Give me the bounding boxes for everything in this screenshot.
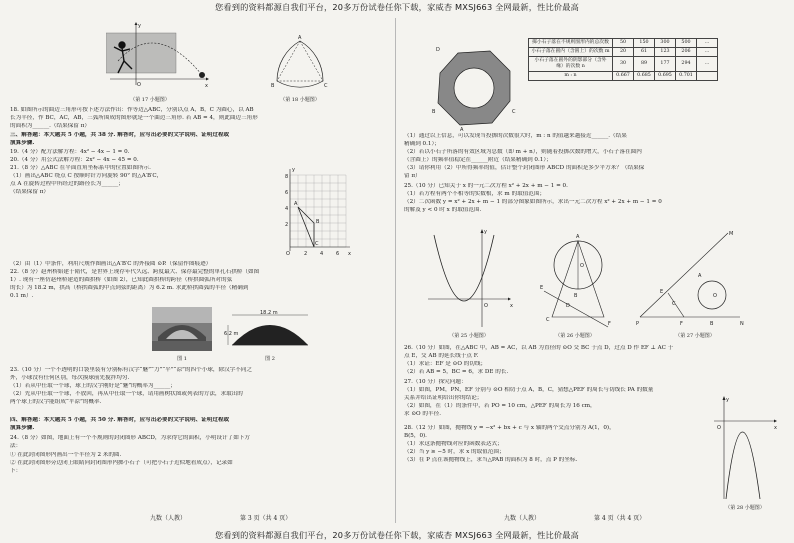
text-line: （1）求这条抛物线对应的函数表达式； — [404, 441, 503, 447]
text-line: 26.（10 分）如图，在△ABC 中，AB = AC，以 AB 为直径的 ⊙O 交 BC 于点 D，过点 D 作 EF ⊥ AC 于 — [404, 345, 674, 351]
fig27-label-c: C — [672, 301, 676, 307]
footer-page: 第 3 页（共 4 页） — [240, 515, 292, 522]
figure-24 — [430, 43, 518, 131]
svg-text:O: O — [286, 251, 290, 257]
text-line: （3）在 P 点在该抛物线上，求当△PAB 的面积为 8 时，点 P 的坐标. — [404, 457, 578, 463]
text-line: ① 在此封闭图形内画出一个半径为 2 米的圆. — [10, 452, 122, 458]
text-line: （1）若从中任取一个球，球上的汉字刚好是“魅”的概率为______； — [10, 383, 176, 389]
text-line: （2）若以小石子所落的有效区域为总数（即 m + n），则随着投掷次数的增大，小石子落在圆内 — [404, 149, 642, 155]
text-line: （2）二次函数 y = x² + 2x + m − 1 的部分图象如图所示，求出一元二次方程 x² + 2x + m − 1 = 0 — [404, 199, 662, 205]
throw-results-table — [528, 38, 718, 81]
text-line: （1）如图，PM，PN，EF 分别与 ⊙O 相切于点 A，B，C，猜想△PEF 的周长与切线长 PA 的数量 — [404, 387, 654, 393]
banner-top: 您看到的资料都源自我们平台，20多万份试卷任你下载，家威杏 MXSJ663 全网最新，性比价最高 — [214, 2, 580, 12]
svg-text:y: y — [138, 23, 141, 29]
text-line: 长为半径，作 BC，AC，AB，三弧所围成的图形就是一个曲边三角形. 若 AB = 4，则此曲边三角形 — [10, 115, 258, 121]
figure-25 — [424, 227, 514, 331]
table-row — [529, 57, 718, 72]
svg-text:2: 2 — [304, 251, 308, 257]
figure-22-photo — [152, 307, 212, 351]
table-cell: 123 — [655, 48, 676, 57]
banner-bottom: 您看到的资料都源自我们平台，20多万份试卷任你下载，家威杏 MXSJ663 全网最新，性比价最高 — [214, 530, 580, 540]
text-line: （3）请你利用（2）中所得频率的值，估计整个封闭图形 ABCD 的面积是多少平方米？（结果保 — [404, 165, 645, 171]
figure-27-caption: （第 27 小题图） — [675, 333, 715, 339]
text-line: （1）求证：EF 是 ⊙O 的切线； — [404, 361, 487, 367]
section-heading: 四、解答题：本大题共 5 小题，共 50 分. 解答时，应写出必要的文字说明、证明过程或 — [10, 417, 230, 423]
svg-text:y: y — [292, 167, 295, 173]
table-cell: 0.695 — [655, 72, 676, 81]
text-line: 18. 如图所示的曲边三角形可按下述方法作出：作等边△ABC，分别以点 A，B，C 为圆心，以 AB — [10, 107, 254, 113]
figure-18-caption: （第 18 小题图） — [280, 97, 320, 103]
text-line: 20.（4 分）用公式法解方程：2x² − 4x − 45 = 0. — [10, 157, 139, 163]
text-line: （结果保留 π） — [10, 189, 50, 195]
svg-text:6: 6 — [336, 251, 340, 257]
text-line: ② 在此封闭图形旁边闭上眼睛向封闭图形内掷小石子（可把小石子近似地看成点），记录如 — [10, 460, 233, 466]
table-cell: 294 — [676, 57, 697, 72]
table-cell: 0.667 — [613, 72, 634, 81]
fig26-label-b: B — [574, 293, 578, 299]
fig26-label-e: E — [540, 285, 544, 291]
svg-text:4: 4 — [285, 206, 289, 212]
text-line: 24.（8 分）如图，地面上有一个不规则的封闭图形 ABCD，为求得它的面积，小明设计了如下方 — [10, 435, 250, 441]
fig26-label-o: O — [580, 263, 584, 269]
text-line: （1）通过以上信息，可以发现当投掷的次数很大时，m : n 的值越来越接近______.（结果 — [404, 133, 627, 139]
fig18-label-c: C — [324, 83, 328, 89]
text-line: （2）如图，在（1）的条件中，若 PO = 10 cm，△PEF 的周长为 16 cm， — [404, 403, 596, 409]
svg-text:2: 2 — [285, 222, 289, 228]
fig27-label-f: F — [680, 321, 683, 327]
fig22-height-label: 6.2 m — [224, 331, 239, 337]
svg-text:x: x — [348, 251, 351, 257]
table-cell: 206 — [676, 48, 697, 57]
text-line: 22.（8 分）赵州桥始建于隋代，是世界上现存年代久远、跨度最大、保存最完整的单孔石拱桥（如图 — [10, 269, 260, 275]
table-cell: 150 — [634, 39, 655, 48]
svg-text:x: x — [774, 425, 777, 431]
fig18-label-a: A — [298, 35, 302, 41]
table-row — [529, 39, 718, 48]
table-cell: 61 — [634, 48, 655, 57]
text-line: 精确到 0.1）； — [404, 141, 440, 147]
svg-text:6: 6 — [285, 190, 289, 196]
table-row-header: 小石子落在圆内（含圆上）的次数 m — [529, 48, 613, 57]
fig21-label-a: A — [294, 201, 298, 207]
svg-text:O: O — [717, 425, 721, 431]
fig22-span-label: 18.2 m — [260, 310, 278, 316]
text-line: 的面积为______.（结果保留 π） — [10, 123, 90, 129]
figure-28 — [712, 395, 778, 503]
text-line: 的长）为 18.2 m，拱高（桥拱圆弧的中点到弦的距离）为 6.2 m. 求此桥拱圆弧的半径（精确到 — [10, 285, 249, 291]
table-row — [529, 72, 718, 81]
fig24-label-b: B — [432, 109, 436, 115]
figure-22-arc — [224, 309, 316, 353]
table-cell: … — [697, 39, 718, 48]
fig24-label-a: A — [460, 127, 464, 131]
text-line: （2）若 AB = 5，BC = 6，求 DE 的长. — [404, 369, 509, 375]
figure-27 — [636, 225, 746, 329]
text-line: （2）由（1）中条件，利用尺规作图画出△A′B′C 的外接圆 ⊙P.（保留作图痕迹） — [10, 261, 212, 267]
fig27-label-n: N — [740, 321, 744, 327]
table-row — [529, 48, 718, 57]
text-line: 25.（10 分）已知关于 x 的一元二次方程 x² + 2x + m − 1 = 0. — [404, 183, 568, 189]
svg-text:4: 4 — [320, 251, 324, 257]
text-line: 点 A 在旋转过程中所经过的路径长为______； — [10, 181, 124, 187]
figure-17-caption: （第 17 小题图） — [130, 97, 170, 103]
fig18-label-b: B — [271, 83, 275, 89]
svg-text:x: x — [205, 83, 208, 89]
text-line: （2）先从中任取一个球，不放回，再从中任取一个球，请用画树状图或列表的方法，求取出的 — [10, 391, 243, 397]
fig27-label-a: A — [698, 273, 702, 279]
table-row-header: 掷小石子落在不规则图形内的总次数 — [529, 39, 613, 48]
svg-text:8: 8 — [285, 174, 289, 180]
footer-subject: 九数（人教） — [504, 515, 541, 522]
footer-page: 第 4 页（共 4 页） — [594, 515, 646, 522]
fig21-label-c: C — [315, 241, 319, 247]
figure-28-caption: （第 28 小题图） — [725, 505, 765, 511]
footer-subject: 九数（人教） — [150, 515, 187, 522]
table-cell: 50 — [613, 39, 634, 48]
text-line: 0.1 m）. — [10, 293, 34, 299]
text-line: 外，小球没有任何区别，每次摸球前先搅拌均匀. — [10, 375, 130, 381]
fig24-label-c: C — [512, 109, 516, 115]
figure-18 — [268, 35, 332, 97]
table-cell: 177 — [655, 57, 676, 72]
table-cell: … — [697, 48, 718, 57]
fig26-label-f: F — [608, 321, 611, 327]
fig24-label-d: D — [436, 47, 440, 53]
table-cell: 300 — [655, 39, 676, 48]
svg-text:y: y — [726, 397, 729, 403]
text-line: （2）当 y ≥ −5 时，求 x 的取值范围； — [404, 449, 505, 455]
figure-25-caption: （第 25 小题图） — [449, 333, 489, 339]
fig26-label-d: D — [566, 303, 570, 309]
fig21-label-b: B — [316, 219, 320, 225]
table-cell — [697, 72, 718, 81]
table-row-header: 小石子落在圆外的阴影部分（含外缘）的次数 n — [529, 57, 613, 72]
table-cell: 89 — [634, 57, 655, 72]
figure-22-2-caption: 图 2 — [265, 356, 275, 362]
table-cell: 20 — [613, 48, 634, 57]
table-row-header: m : n — [529, 72, 613, 81]
text-line: 19.（4 分）配方法解方程：4x² − 4x − 1 = 0. — [10, 149, 130, 155]
section-heading: 演算步骤. — [10, 425, 35, 431]
table-cell: 30 — [613, 57, 634, 72]
fig27-label-o: O — [713, 293, 717, 299]
svg-text:O: O — [137, 82, 141, 88]
table-cell: 500 — [676, 39, 697, 48]
section-heading: 三、解答题：本大题共 5 小题，共 38 分. 解答时，应写出必要的文字说明、证明过程或 — [10, 132, 230, 138]
text-line: 21.（8 分）△ABC 在平面直角坐标系中的位置如图所示. — [10, 165, 151, 171]
text-line: 的解及 y < 0 时 x 的取值范围. — [404, 207, 482, 213]
text-line: 两个球上的汉字能组成“平凉”的概率. — [10, 399, 102, 405]
figure-26-caption: （第 26 小题图） — [555, 333, 595, 339]
svg-text:O: O — [484, 303, 488, 309]
svg-text:x: x — [510, 303, 513, 309]
page-divider — [395, 18, 396, 523]
text-line: 留 π） — [404, 173, 421, 179]
table-cell: 0.701 — [676, 72, 697, 81]
text-line: 1）. 现有一座仿赵州桥建造的圆拱桥（如图 2），已知此圆拱桥的跨径（桥拱圆弧所对的弦 — [10, 277, 233, 283]
text-line: 23.（10 分）一个不透明的口袋里装有分别标有汉字“魅”“力”“平”“凉”的四个小球，除汉字不同之 — [10, 367, 253, 373]
text-line: （1）若方程有两个不相等的实数根，求 m 的取值范围； — [404, 191, 546, 197]
page-3 — [10, 15, 388, 526]
figure-22-1-caption: 图 1 — [177, 356, 187, 362]
fig26-label-c: C — [546, 317, 550, 323]
section-heading: 演算步骤. — [10, 140, 35, 146]
text-line: 法： — [10, 443, 22, 449]
text-line: 求 ⊙O 的半径. — [404, 411, 441, 417]
text-line: 关系并给出证明给出你的结论； — [404, 395, 483, 401]
figure-26 — [532, 221, 616, 331]
fig27-label-m: M — [729, 231, 734, 237]
page-4 — [404, 15, 782, 526]
text-line: 点 E，交 AB 的延长线于点 F. — [404, 353, 479, 359]
text-line: 27.（10 分）探究问题： — [404, 379, 467, 385]
fig27-label-p: P — [636, 321, 640, 327]
fig27-label-e: E — [660, 289, 664, 295]
text-line: （含圆上）的频率值稳定在______附近（结果精确到 0.1）； — [404, 157, 552, 163]
text-line: （1）画出△ABC 绕点 C 按顺时针方向旋转 90° 的△A′B′C， — [10, 173, 163, 179]
table-cell: 0.685 — [634, 72, 655, 81]
fig26-label-a: A — [576, 234, 580, 240]
figure-21-grid — [280, 165, 352, 261]
text-line: B(5，0). — [404, 433, 427, 439]
svg-text:y: y — [484, 229, 487, 235]
table-cell: … — [697, 57, 718, 72]
fig27-label-b: B — [710, 321, 714, 327]
text-line: 28.（12 分）如图，抛物线 y = −x² + bx + c 与 x 轴的两个交点分别为 A(1，0)， — [404, 425, 615, 431]
text-line: 下： — [10, 468, 22, 474]
figure-17 — [106, 21, 210, 93]
